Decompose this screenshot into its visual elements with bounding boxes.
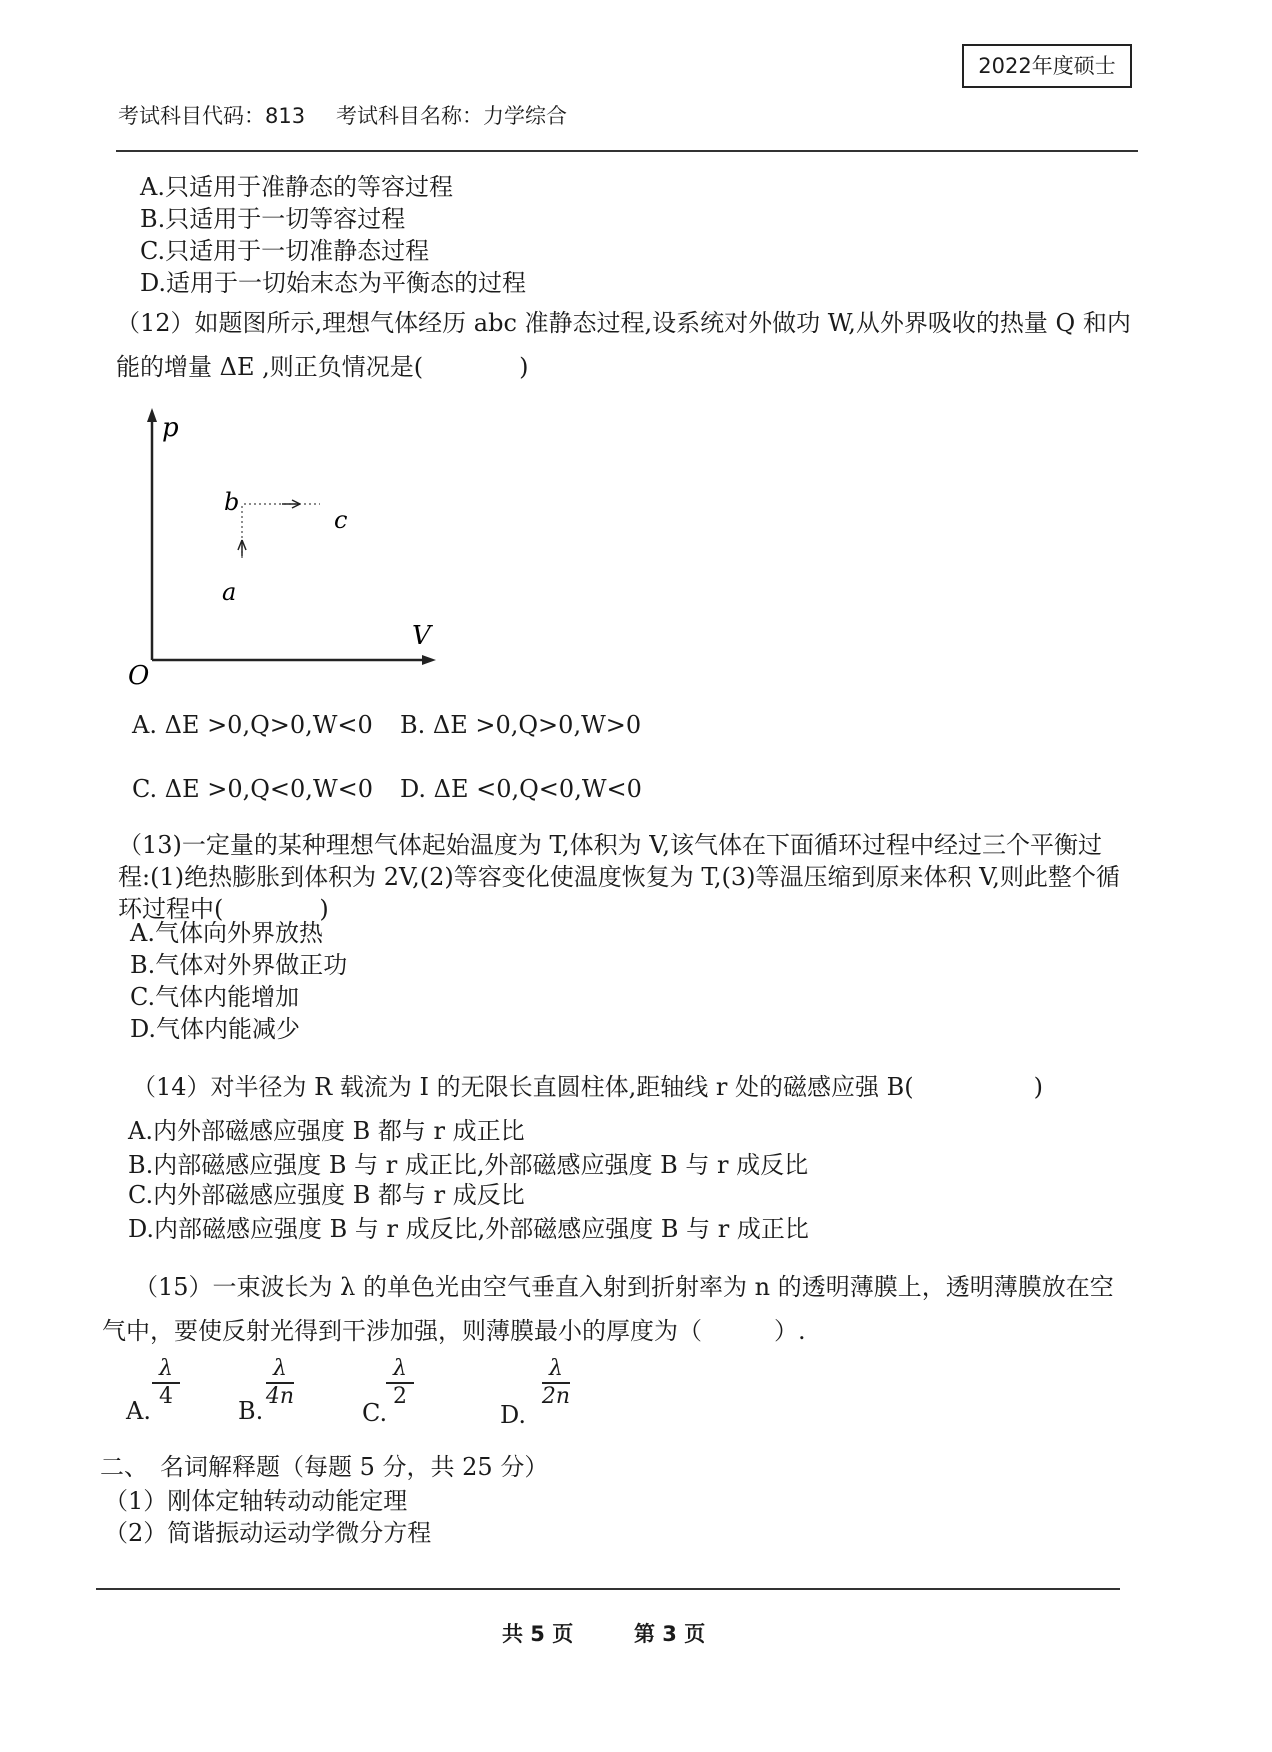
q15-option-a-label: A. (126, 1397, 151, 1425)
q12-option-d: D. ΔE <0,Q<0,W<0 (400, 775, 642, 803)
q15-option-d-label: D. (500, 1401, 527, 1429)
section2-item-1: （1）刚体定轴转动动能定理 (104, 1487, 408, 1515)
v-axis-label: V (412, 621, 431, 651)
q14-option-b: B.内部磁感应强度 B 与 r 成正比,外部磁感应强度 B 与 r 成反比 (128, 1151, 809, 1179)
q13-stem-line3: 环过程中( ) (118, 895, 329, 923)
q13-option-b: B.气体对外界做正功 (130, 951, 348, 979)
page-total: 共 5 页 (502, 1622, 574, 1646)
q11-option-d: D.适用于一切始末态为平衡态的过程 (140, 269, 527, 297)
p-axis-arrow-icon (147, 408, 157, 422)
pv-diagram (120, 400, 450, 690)
q15-option-a-fraction: λ 4 (146, 1356, 186, 1410)
q15-option-d-fraction: λ 2n (541, 1356, 571, 1409)
point-b-label: b (224, 488, 240, 516)
subject-code: 考试科目代码：813 (118, 104, 306, 128)
section2-title: 二、 名词解释题（每题 5 分，共 25 分） (100, 1453, 549, 1481)
q15-stem-line1: （15）一束波长为 λ 的单色光由空气垂直入射到折射率为 n 的透明薄膜上，透明薄膜放在空 (134, 1273, 1114, 1301)
section2-item-2: （2）简谐振动运动学微分方程 (104, 1519, 432, 1547)
year-stamp: 2022年度硕士 (962, 44, 1132, 88)
q11-option-c: C.只适用于一切准静态过程 (140, 237, 430, 265)
q13-stem-line2: 程:(1)绝热膨胀到体积为 2V,(2)等容变化使温度恢复为 T,(3)等温压缩到原来体积 V,则此整个循 (118, 863, 1120, 891)
q15-option-c-label: C. (362, 1399, 388, 1427)
q12-stem-line1: （12）如题图所示,理想气体经历 abc 准静态过程,设系统对外做功 W,从外界吸收的热量 Q 和内 (116, 309, 1131, 337)
q11-option-b: B.只适用于一切等容过程 (140, 205, 406, 233)
point-a-label: a (222, 578, 237, 606)
q12-option-b: B. ΔE >0,Q>0,W>0 (400, 711, 642, 739)
header-rule (116, 150, 1138, 152)
origin-label: O (128, 661, 150, 690)
page-number: 第 3 页 (634, 1622, 706, 1646)
q15-option-b-label: B. (238, 1397, 264, 1425)
subject-name: 考试科目名称：力学综合 (336, 104, 567, 128)
q13-option-c: C.气体内能增加 (130, 983, 300, 1011)
q14-stem: （14）对半径为 R 载流为 I 的无限长直圆柱体,距轴线 r 处的磁感应强 B( ) (132, 1073, 1043, 1101)
q13-option-d: D.气体内能减少 (130, 1015, 301, 1043)
q13-stem-line1: （13)一定量的某种理想气体起始温度为 T,体积为 V,该气体在下面循环过程中经过三个平衡过 (118, 831, 1103, 859)
q14-option-d: D.内部磁感应强度 B 与 r 成反比,外部磁感应强度 B 与 r 成正比 (128, 1215, 809, 1243)
q13-option-a: A.气体向外界放热 (130, 919, 323, 947)
q12-stem-line2: 能的增量 ΔE ,则正负情况是( ) (116, 353, 529, 381)
footer-rule (96, 1588, 1120, 1590)
q15-stem-line2: 气中，要使反射光得到干涉加强，则薄膜最小的厚度为（ ）. (102, 1317, 806, 1345)
q15-option-c-fraction: λ 2 (380, 1356, 420, 1410)
q14-option-a: A.内外部磁感应强度 B 都与 r 成正比 (128, 1117, 525, 1145)
q14-option-c: C.内外部磁感应强度 B 都与 r 成反比 (128, 1181, 525, 1209)
point-c-label: c (334, 506, 348, 534)
q12-option-c: C. ΔE >0,Q<0,W<0 (132, 775, 373, 803)
v-axis-arrow-icon (422, 655, 436, 665)
q12-option-a: A. ΔE >0,Q>0,W<0 (132, 711, 373, 739)
p-axis-label: p (162, 413, 179, 443)
q11-option-a: A.只适用于准静态的等容过程 (140, 173, 453, 201)
q15-option-b-fraction: λ 4n (265, 1356, 295, 1409)
